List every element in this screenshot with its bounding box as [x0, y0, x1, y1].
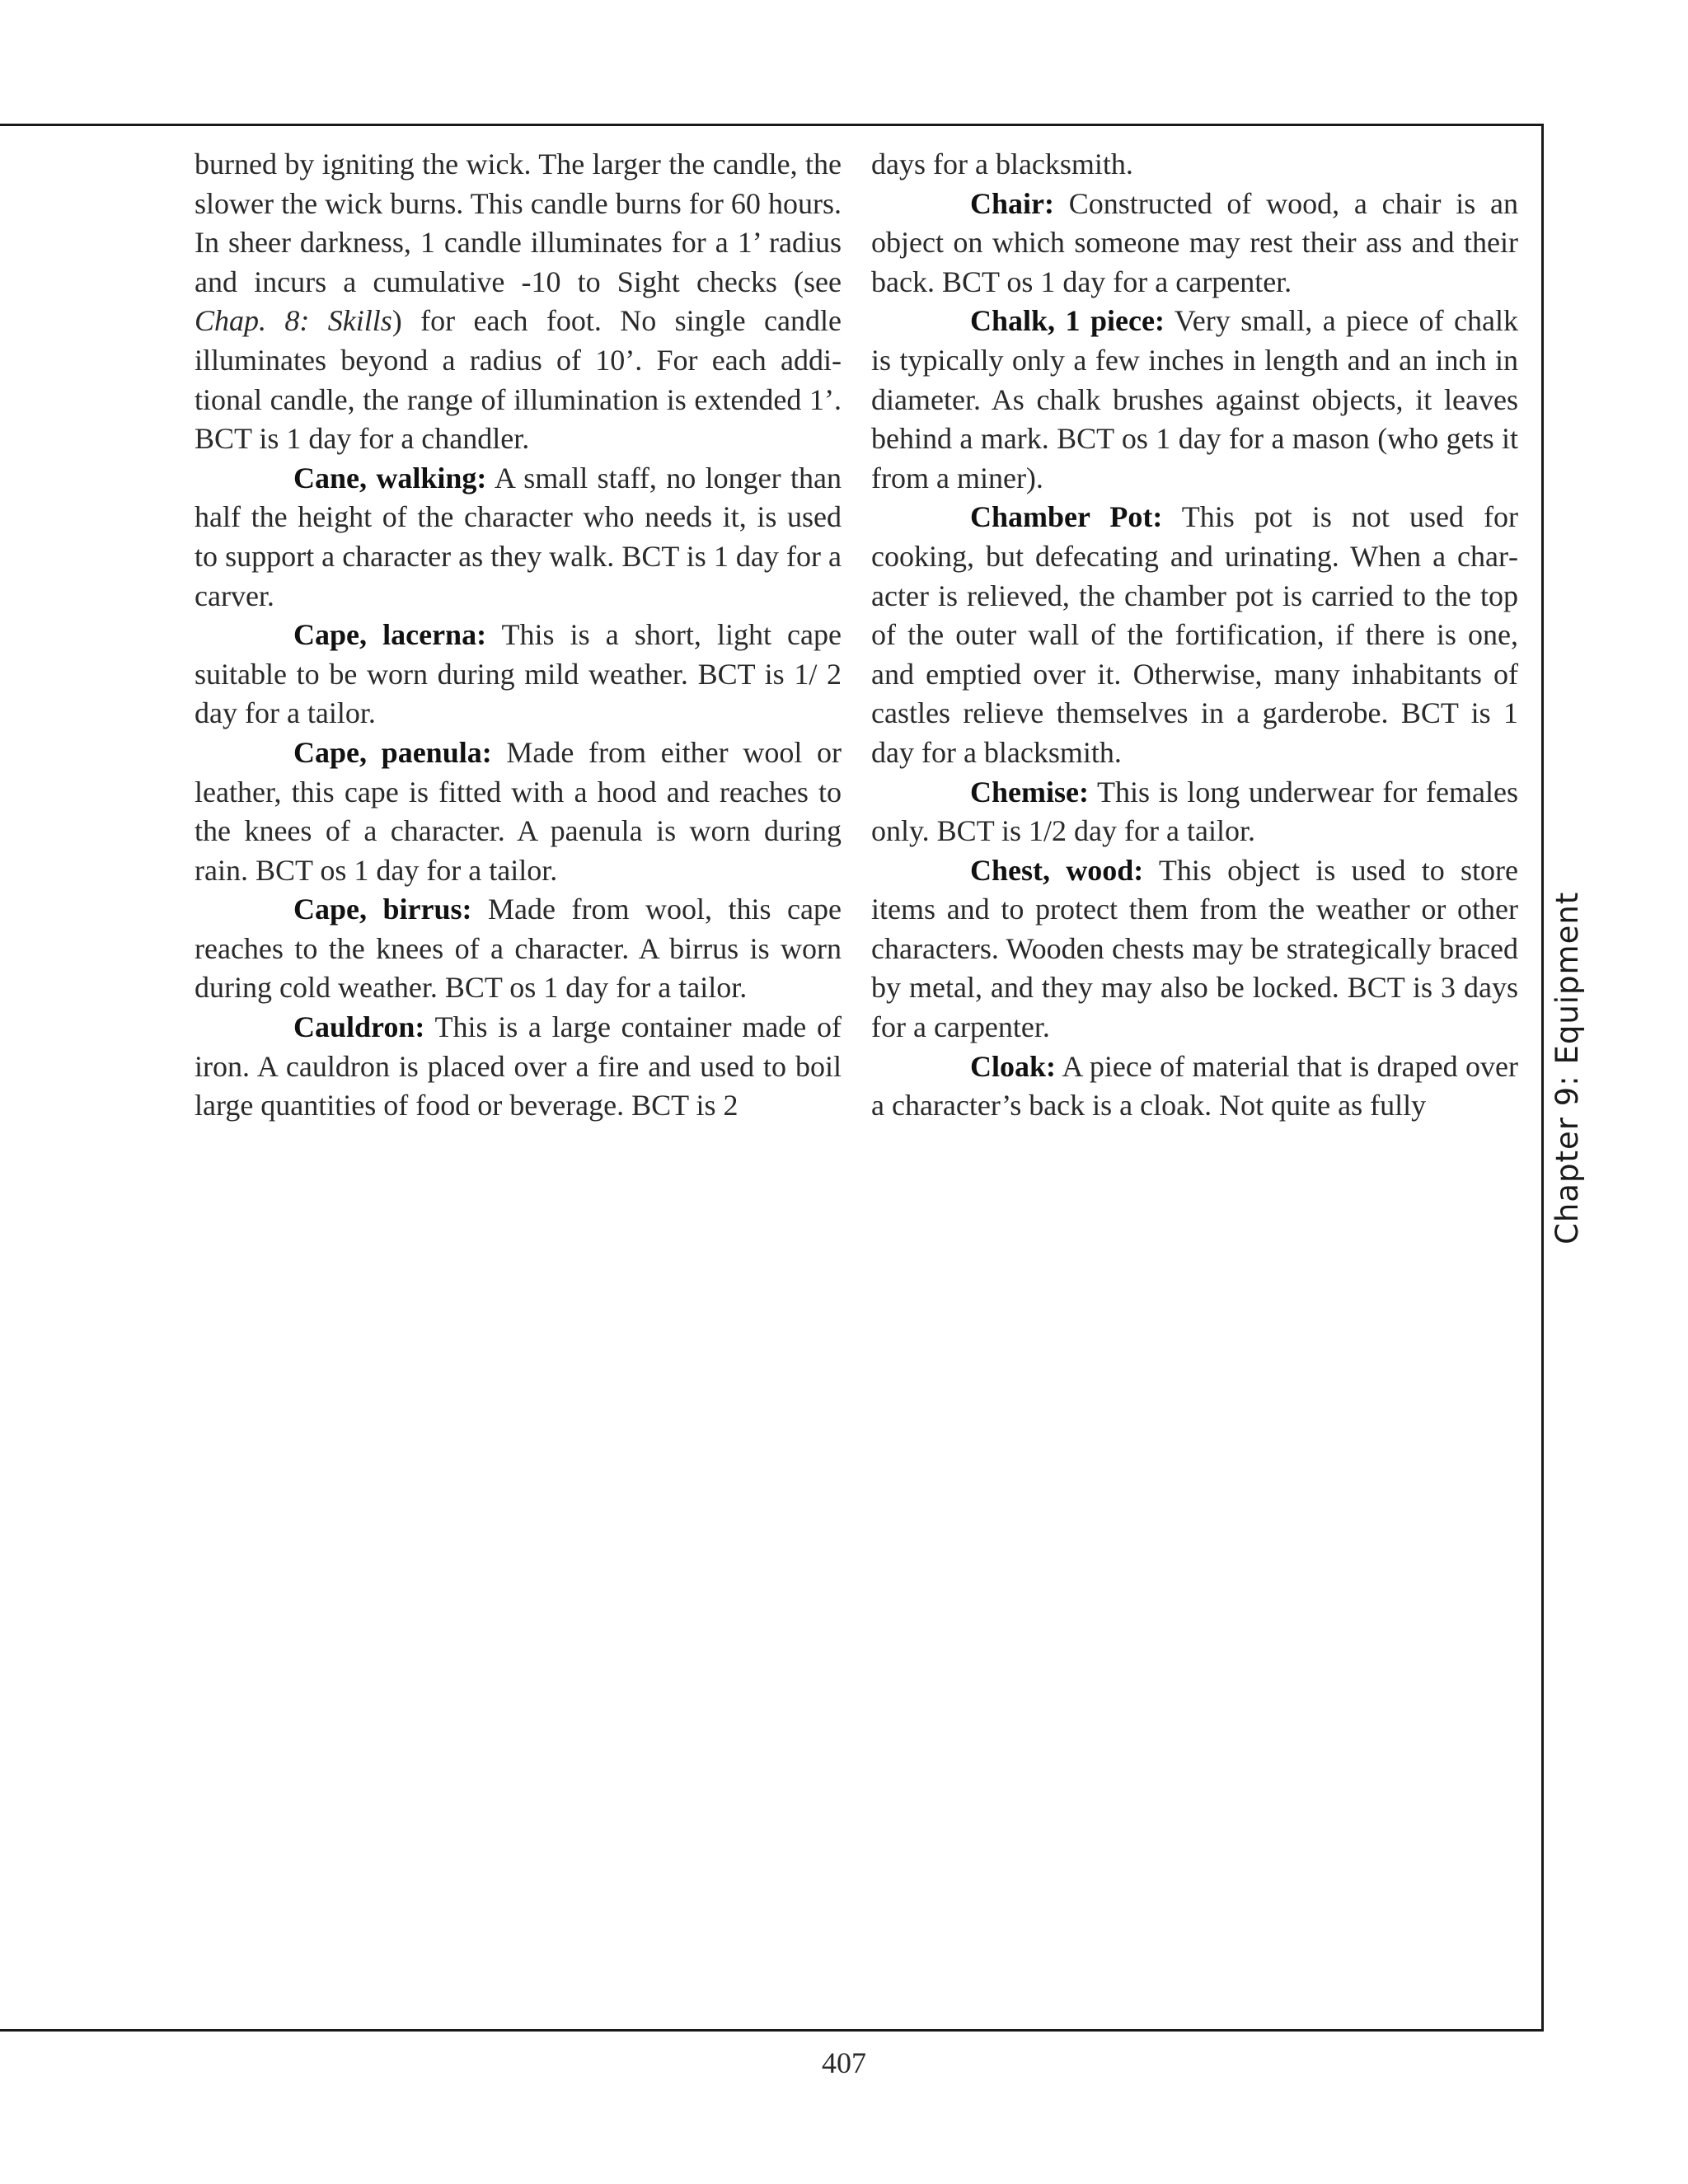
entry-chemise [871, 773, 1518, 851]
entry-text: This pot is not used for cooking, but defecating and urinating. When a character is relieved, the chamber pot is carried to the top of the outer wall of the fortification, if there is one, and emptied over it. Otherwise, many inhabitants of castles relieve themselves in a garderobe. BCT is 1 day for a blacksmith. [871, 500, 1518, 769]
entry-text: Very small, a piece of chalk is typically only a few inches in length and an inch in diameter. As chalk brushes against objects, it leaves behind a mark. BCT os 1 day for a mason (who gets it from a miner). [871, 304, 1518, 494]
entry-term: Cauldron: [293, 1010, 425, 1044]
entry-text: A piece of material that is draped over a character’s back is a cloak. Not quite as fully [871, 1049, 1518, 1122]
entry-term: Cane, walking: [293, 461, 487, 494]
entry-text: This object is used to store items and to protect them from the weather or other characters. Wooden chests may be strategically braced by metal, and they may also be locked. BCT is 3 days for a carpenter. [871, 853, 1518, 1044]
entry-term: Chair: [970, 186, 1054, 220]
entry-term: Cape, lacerna: [293, 618, 487, 652]
paragraph-text: ) for each foot. No single candle illuminates beyond a radius of 10’. For each additional candle, the range of illumination is extended 1’. BCT is 1 day for a chandler. [195, 304, 842, 456]
entry-term: Chalk, 1 piece: [970, 304, 1165, 338]
entry-text: Constructed of wood, a chair is an object on which someone may rest their ass and their back. BCT os 1 day for a carpenter. [871, 186, 1518, 298]
entry-text: This is a short, light cape suitable to be worn during mild weather. BCT is 1/ 2 day for a tailor. [195, 618, 842, 730]
paragraph-text: burned by igniting the wick. The larger the candle, the slower the wick burns. This candle burns for 60 hours. In sheer darkness, 1 candle illuminates for a 1’ radius and incurs a cumulative -10 to Sight checks (see [195, 148, 842, 298]
paragraph-candle-continued [195, 145, 842, 459]
page-frame-bottom-rule [0, 2029, 1544, 2032]
entry-term: Chamber Pot: [970, 500, 1163, 534]
entry-term: Cloak: [970, 1049, 1057, 1083]
entry-text: A small staff, no longer than half the height of the character who needs it, is used to support a character as they walk. BCT is 1 day for a carver. [195, 461, 842, 612]
entry-term: Chest, wood: [970, 853, 1144, 887]
page-frame-top-rule [0, 124, 1544, 126]
page-frame-right-rule [1541, 124, 1544, 2032]
entry-term: Chemise: [970, 775, 1089, 808]
chapter-title: Chapter 9: Equipment [1550, 891, 1585, 1244]
paragraph-cauldron-continued [871, 145, 1518, 185]
entry-cane-walking [195, 459, 842, 616]
entry-text: Made from either wool or leather, this cape is fitted with a hood and reaches to the knees of a character. A paenula is worn during rain. BCT os 1 day for a tailor. [195, 735, 842, 887]
entry-cape-paenula [195, 733, 842, 890]
cross-reference: Chap. 8: Skills [195, 304, 392, 338]
right-text-column [871, 145, 1518, 1126]
entry-text: This is long underwear for females only. BCT is 1/2 day for a tailor. [871, 775, 1518, 848]
entry-term: Cape, paenula: [293, 735, 492, 769]
entry-chair [871, 185, 1518, 302]
entry-chest-wood [871, 851, 1518, 1047]
left-text-column [195, 145, 842, 1126]
entry-text: This is a large container made of iron. A cauldron is placed over a fire and used to boil large quantities of food or beverage. BCT is 2 [195, 1010, 842, 1122]
entry-text: Made from wool, this cape reaches to the knees of a character. A birrus is worn during cold weather. BCT os 1 day for a tailor. [195, 893, 842, 1005]
entry-chamber-pot [871, 498, 1518, 772]
entry-cauldron [195, 1008, 842, 1126]
paragraph-text: days for a blacksmith. [871, 148, 1133, 180]
entry-term: Cape, birrus: [293, 893, 472, 926]
entry-chalk [871, 302, 1518, 498]
entry-cloak [871, 1047, 1518, 1126]
entry-cape-birrus [195, 890, 842, 1008]
entry-cape-lacerna [195, 616, 842, 733]
page-number: 407 [822, 2046, 866, 2079]
